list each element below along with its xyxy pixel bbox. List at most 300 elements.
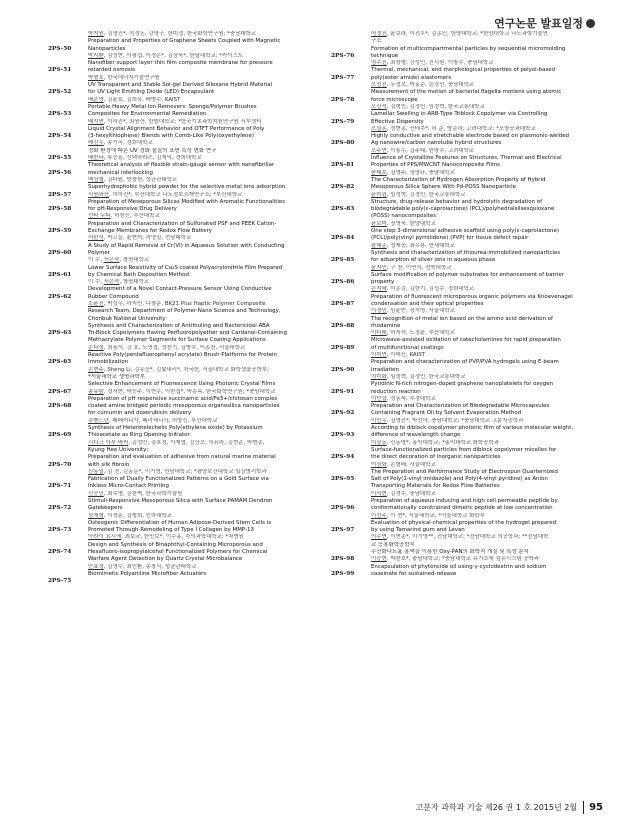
author-line [371,462,601,469]
author-line [371,243,601,250]
left-column [48,31,316,586]
author-text: 오상훈 [371,125,387,132]
poster-entry [48,454,316,476]
entry-line: Preparation and characterization of PVP/PVA hydrogels using E-beam [371,359,559,366]
entry-line: Preparation and Properties of Graphene Sheets Coupled with Magnetic [88,38,281,45]
author-line [371,170,601,177]
page-footer [416,801,603,814]
author-text: 이수연 [371,534,387,541]
entry-line: Biomimetic Polyaniline Microfiber Actuators [88,570,207,577]
author-text: , 정현종, 산테추*, 허 준, 방준하, 고려대학교; *포항공과대학교 [386,125,536,132]
author-text: 이상화 [371,461,387,468]
author-text: , 임윤빈, 장지영, 서울대학교 [386,308,455,315]
entry-line: Portable Heavy Metal Ion Removers: Sponge/Polymer Brushes [88,103,257,110]
author-text: 박지환 [88,52,104,59]
entry-line: Preparation of fluorescent microporous organic polymers via Knoevenagel [371,293,573,300]
poster-number [331,31,371,38]
poster-entry [48,104,316,126]
section-title: 연구논문 발표일정 [494,17,583,30]
entry-line: Measurement of the motion of bacterial flagella motions using atomic [371,89,562,96]
entry-line: for pH-Responsive Drug Delivery [88,206,177,213]
poster-entry [48,352,316,381]
poster-entry [48,571,316,586]
author-text: , 허지석, 도정윤, 부산대학교 [386,330,455,337]
poster-number: 2PS-71 [48,483,72,490]
author-text: 박지원 [88,31,104,37]
entry-line: Nanoparticles [88,45,126,52]
poster-number: 2PS-97 [331,527,355,534]
author-line [88,140,316,147]
poster-number: 2PS-80 [331,140,355,147]
author-line [88,31,316,38]
entry-line: Chonbuk National University [88,315,166,322]
author-text: 서은숙 [103,257,120,264]
poster-number: 2PS-77 [331,74,355,81]
entry-line: Salt of Poly(1-vinyl imidazole) and Poly(4-vinyl pyridine) as Anion [371,476,548,483]
entry-line: Preparation and Characterization of Sulfonated PSF and PEEK Cation- [88,220,277,227]
entry-line: Nanofiber support layer thin film composite membrane for pressure [88,60,273,67]
author-text: , 이정훈, 김형희, 인하대학교 [103,512,172,519]
poster-entry [48,265,316,287]
poster-number: 2PS-52 [48,89,72,96]
poster-entry [48,542,316,571]
author-text: 이선주 [371,512,387,519]
poster-number: 2PS-56 [48,169,72,176]
entry-line: Polymer [88,249,111,256]
author-text: , 이해신, KAIST [386,352,426,359]
author-text: , 송기국, 경희대학교 [103,140,153,147]
bullet-icon [586,19,595,28]
author-line [88,279,316,286]
poster-number: 2PS-76 [331,52,355,59]
poster-number: 2PS-96 [331,505,355,512]
entry-line: mechanical interlocking [88,169,153,176]
author-text: 신동일 [88,468,104,475]
author-text: 배진우 [88,140,104,147]
author-line [371,308,601,315]
poster-entry [48,82,316,104]
author-line [371,440,601,447]
entry-line: Inkless Micro-Contact Printing [88,483,169,490]
poster-number: 2PS-73 [48,527,72,534]
author-text: , 박상우, 하지민, 나창운, BK21 Plus Haptic Polymer Composite [103,300,266,307]
entry-line: *서울대학교 생명과학부 [88,373,145,380]
author-line [88,345,316,352]
poster-entry [48,476,316,498]
poster-number: 2PS-91 [331,388,355,395]
poster-number: 2PS-67 [48,388,72,395]
poster-entry [48,184,316,199]
author-line [371,148,601,155]
poster-number: 2PS-50 [48,45,72,52]
poster-number: 2PS-85 [331,257,355,264]
author-text: , 김영진*, 석정돈, 강영구, 한미정, 한국화학연구원; *충남대학교 [103,31,257,37]
author-line [371,31,601,38]
author-line [371,82,601,89]
author-text: 오신석 [371,103,387,110]
entry-line: Highly conductive and stretchable electrode based on plasmonic-welded [371,133,570,140]
entry-line: Mesoporous Silica Sphere With Pd-POSS Nanoparticle [371,184,516,191]
entry-line: Hexafluoro-isopropylalcohol Functionalized Polymers for Chemical [88,549,268,556]
author-line [371,534,601,541]
author-line [88,440,316,447]
entry-line: for adsorption of silver ions in aqueous phase [371,257,496,264]
author-text: , 창원대학교 [119,257,150,264]
poster-entry [48,162,316,184]
entry-line: for UV Light Emitting Diode (LED) Encapsulant [88,89,215,96]
author-line [371,556,601,563]
entry-line: The Preparation and Performance Study of Electrospun Quarternized [371,468,558,475]
author-line [88,235,316,242]
poster-number: 2PS-87 [331,300,355,307]
entry-line: Gatekeepers [88,505,123,512]
entry-line: Composites for Environmental Remediation [88,111,207,118]
entry-line: Pyridinic N-rich nitrogen-doped graphene nanoplatelets for oxygen [371,381,554,388]
poster-entry [48,38,316,60]
entry-line: UV Transparent and Stable Sol-gel Derived Siloxane Hybrid Material [88,82,273,89]
poster-entry [48,396,316,425]
poster-number: 2PS-62 [48,293,72,300]
author-line [371,396,601,403]
poster-number: 2PS-60 [48,249,72,256]
poster-number: 2PS-68 [48,403,72,410]
author-text: 서완석 [88,235,104,242]
author-text: , 김정안, 강호정, 이재엽, 김상오, 이유라, 김현준, 박현종, [128,439,265,446]
poster-number: 2PS-92 [331,410,355,417]
entry-line: The Characterization of Hydrogen Absorption Property of Hybrid [371,176,546,183]
author-text: 윤태호 [371,169,387,176]
entry-line: Superhydrophobic hybrid powder for the selective metal ions adsorption [88,184,286,191]
author-text: 수벤드란 [88,417,110,424]
entry-line: rhodamine [371,322,401,329]
author-text: , 최용석, 강 호, 노영경, 정찬기, 김병수, 이종찬, 서울대학교 [103,344,246,351]
entry-line: Effective Dispersity [371,118,424,125]
entry-line: (3-hexylthiophene) Blends with Comb-Like Poly(oxyethylene) [88,133,254,140]
author-text: 손다정 [88,344,104,351]
poster-entry [48,60,316,82]
author-text: , 허창신, 부산대학교 [110,213,160,220]
poster-number: 2PS-82 [331,184,355,191]
entry-line: poly(ester amide) elastomers [371,74,452,81]
author-line [371,418,601,425]
entry-line: Influence of Crystalline Features on Structures, Thermal and Electrical [371,155,562,162]
entry-line: Promoted Through Remodeling of Type I Collagen by MMP-13 [88,527,254,534]
author-line [371,330,601,337]
author-text: , 임정혁, 김경민, 한국교통대학교 [386,373,466,380]
poster-number: 2PS-57 [48,191,72,198]
entry-line: technique [371,52,399,59]
author-line [88,301,316,308]
author-text: , 정재웅, 최우용, 연세대학교 [386,242,455,249]
entry-line: by Chemical Bath Deposition Method [88,271,189,278]
author-text: 이석현 [371,490,387,497]
poster-entry [331,425,601,447]
poster-number: 2PS-81 [331,162,355,169]
author-text: 이민섭 [371,395,387,402]
entry-line: Preparation and evaluation of adhesive from natural marine material [88,454,276,461]
entry-line: Warfare Agent Detection by Quartz Crystal Microbalance [88,556,243,563]
entry-line: for curcumin and doxorubicin delivery [88,410,192,417]
poster-entry [331,316,601,338]
poster-entry [331,564,601,579]
poster-entry [331,272,601,294]
entry-line: condensation and their optical properties [371,300,484,307]
entry-line: Design and Synthesis of Binaphthyl-Containing Microporous and [88,541,263,548]
page-header [494,15,595,31]
author-text: , 최수명, 김찬벽, 한국과학기술원 [103,490,183,497]
entry-line: Rubber Compound [88,293,139,300]
entry-line: 구소 [371,38,382,45]
author-text: 안효정 [88,563,104,570]
entry-line: property [371,279,395,286]
author-text: 서은숙 [103,279,120,286]
author-text: 선타 무티 [88,213,111,220]
poster-entry [48,148,316,163]
entry-line: Stimuli-Responsive Mesoporous Silica with Surface PAMAM Dendron [88,498,273,504]
poster-entry [48,199,316,221]
author-text: , 정동욱, 부경대학교 [386,395,436,402]
entry-line: Surface modification of polymer substrates for enhancement of barrier [371,271,565,278]
poster-number: 2PS-86 [331,279,355,286]
author-text: , 이현준*, 이기영**, 전남대학교; *전남대학교 의공학과; **전남대학 [386,534,549,541]
author-text: , 최보규, 한인보*, 이수홍, 차의과학대학교; *차병원 [121,534,244,541]
poster-entry [331,549,601,564]
poster-entry [48,381,316,396]
poster-entry [331,250,601,272]
author-text: , 이하진*, 최원산, 한밭대학교; *한국기초과학지원연구원 서부센터 [103,118,262,125]
author-line [88,513,316,520]
poster-number [48,31,88,38]
poster-number: 2PS-75 [48,578,72,585]
entry-line: Theoretical analysis of flexible strain-gauge sensor with nanofibrillar [88,162,275,169]
author-line [88,213,316,220]
author-text: 시디크 아부 바커 [88,439,129,446]
entry-line: According to diblock copolymer photonic film of various molecular weight, [371,425,574,432]
author-line [371,352,601,359]
author-text: , 김 진, 김동문*, 이기영, 전남대학교; *광양보건대학교 임상병리학과 [103,468,267,475]
poster-entry [331,199,601,228]
poster-number: 2PS-59 [48,228,72,235]
author-text: 은지혜 [371,286,387,293]
author-text: 심재형 [88,512,104,519]
author-text: 배준영 [88,96,104,103]
author-text: , 김윤호, 김희용, 배병수, KAIST [103,96,181,103]
entry-line: Tri-Block Copolymers Having Perfluoropolyether and Cardanol-Containing [88,330,288,337]
poster-number: 2PS-99 [331,570,355,577]
author-line [88,257,316,264]
entry-line: Fabrication of Dually Functionalized Patterns on a Gold Surface via [88,476,269,483]
author-text: , 우정오, 박흥준, 손경선, 충남대학교 [386,82,475,89]
entry-line: A Study of Rapid Removal of Cr(VI) in Aqueous Solution with Conducting [88,242,285,249]
entry-line: difference of wavelength change [371,432,461,439]
entry-line: Thioacetate as Ring Opening Initiator [88,432,190,439]
author-text: 박형호 [88,74,104,81]
right-column [331,31,601,578]
entry-line: The recognition of metal ion based on the amino acid derivation of [371,315,553,322]
author-text: , 박고을, 윤현석, 허영일, 전남대학교 [103,235,192,242]
author-text: , 류승훈, 신택하라즈, 김재익, 경희대학교 [103,155,202,162]
author-text: , 임정혁, 김경민, 한국교통대학교 [386,191,466,198]
poster-entry [331,447,601,469]
poster-entry [331,133,601,155]
poster-number: 2PS-95 [331,476,355,483]
author-text: , 신동명*, 홍익대학교; *홍익대학교 화학공학과 [386,439,499,446]
poster-number: 2PS-88 [331,322,355,329]
author-text: 아라이 요시에 [88,534,122,541]
author-text: 오성진 [371,82,387,89]
poster-entry [331,31,601,46]
author-line [88,97,316,104]
entry-line: (PCL)/poly(vinyl pyrrolidone) (PVP) for tissue defect repair [371,235,529,242]
page-number: 95 [589,802,603,813]
poster-entry [331,67,601,89]
entry-line: Ag nanowire/carbon nanotube hybrid structures [371,140,502,147]
poster-entry [331,359,601,381]
author-text: 소윤진 [88,300,104,307]
poster-entry [48,520,316,542]
author-line [371,286,601,293]
author-text: , 이 면*, 서울대학교; *서울대학교 화학부 [386,512,485,519]
entry-line: One step 3-dimensional adhesive scaffold using poly(ɛ-caprolactone) [371,228,559,235]
entry-line: 수산화나트륨 용액을 이용한 Oxy-PAN의 화학적 개질 및 특성 분석 [371,549,529,556]
author-line [371,192,601,199]
author-text: 배지연 [88,118,104,125]
poster-entry [331,46,601,68]
poster-entry [331,520,601,549]
author-text: 이미연 [371,352,387,359]
entry-line: coated amine bridged periodic mesoporous organosilica nanoparticles [88,403,280,410]
poster-entry [331,155,601,177]
author-text: , 이종걸, 김한기, 김성수, 경희대학교 [386,286,475,293]
author-line [371,265,601,272]
entry-line: Research Team, Department of Polymer-Nano Science and Technology, [88,308,281,315]
author-line [88,75,316,82]
poster-entry [48,221,316,243]
author-text: 어경진 [371,31,387,37]
author-text: 윤미림 [371,191,387,198]
author-line [88,177,316,184]
entry-line: biodegradable poly(ɛ-caprolactone) (PCL)/polyhedralsilsesquioxane [371,206,555,213]
author-text: , 최창형, 강성민, 진시원, 이창수, 충남대학교 [386,60,494,67]
entry-line: Microwave-assisted oxidation of catecholamines for rapid preparation [371,337,561,344]
entry-line: Synthesis and Characterization of Antifouling and Bactericidal ABA [88,322,270,329]
author-line [371,491,601,498]
poster-entry [48,498,316,520]
entry-line: Liquid Crystal Alignment Behavior and OTFT Performance of Poly [88,125,265,132]
entry-line: Synthesis and characterization of thiourea-immobilized nanoparticles [371,249,561,256]
author-text: , 김영주, 정영규, 충남대학교 [386,169,455,176]
journal-info: 고분자 과학과 기술 제26 권 1 호 2015년 2월 [415,803,578,812]
entry-line: Exchange Membranes for Redox Flow Battery [88,228,212,235]
entry-line: Containing Fragrant Oil by Solvent Evaporation Method [371,410,522,417]
poster-entry [48,323,316,352]
poster-number: 2PS-53 [48,111,72,118]
author-line [371,221,601,228]
author-line [88,491,316,498]
entry-line: Structure, drug-release behavior and hydrolytic degradation of [371,198,543,205]
poster-entry [48,243,316,265]
poster-number: 2PS-72 [48,505,72,512]
author-text: , 정서현, 박승주, 이현우, 이한섭*, 박종목, 한국화학연구원; *충남대학교 [103,388,276,395]
entry-line: Transporting Materials for Redox Flow Batteries [371,483,500,490]
poster-number: 2PS-69 [48,432,72,439]
entry-line: Synthesis of Heterotelechelic Poly(ethylene oxide) by Potassium [88,425,263,432]
author-text: , 이용수, 김주태, 한창수, 고려대학교 [386,147,475,154]
author-line [88,534,316,541]
entry-line: retarded osmosis [88,67,136,74]
author-text: 이 수, [88,257,104,264]
entry-line: Lower Surface Resistivity of Cu₂S coated Polyacrylonitrile Film Prepared [88,264,283,271]
author-text: , 창원대학교 [119,279,150,286]
author-text: , 김형민, 김경민, 임정혁, 한국교통대학교 [386,103,485,110]
poster-entry [48,126,316,148]
author-text: , 이하진*, 부산대학교 나노정보소재연구소; *부산대학교 [109,191,243,198]
entry-line: Immobilization [88,359,129,366]
poster-entry [331,381,601,403]
poster-entry [331,89,601,111]
poster-entry [48,425,316,454]
entry-line: Thermal, mechanical, and morphological properties of polyol-based [371,67,556,74]
author-text: 백상열 [88,176,104,183]
author-line [88,155,316,162]
entry-line: Methacrylate Polymer Segments for Surface Coating Applications [88,337,266,344]
author-line [88,119,316,126]
poster-number: 2PS-65 [48,359,72,366]
entry-line: Preparation and Characterization of Biodegradable Microcapsules [371,403,550,410]
entry-line: Preparation of aqueous inducing and high cell permeable peptide by [371,498,558,504]
entry-line: by using Tamarind gum and Levan [371,527,465,534]
author-line [371,60,601,67]
poster-entry [48,31,316,38]
poster-number: 2PS-55 [48,155,72,162]
author-text: , 박찬호*, 충남대학교; *충남대학교 유기소재 섬유시스템 공학과 [386,556,540,563]
author-line [88,367,316,374]
author-text: 이승현 [371,556,387,563]
entry-line: Properties of PPS/MWCNT Nanocomposite Films [371,162,500,169]
author-text: , 손형배, 서울대학교 [386,461,436,468]
author-text: 엄수진 [371,60,387,67]
author-line [88,192,316,199]
entry-line: Development of a Novel Contact-Pressure Sensor Using Conductive [88,286,272,293]
poster-number: 2PS-83 [331,206,355,213]
entry-line: (POSS) nanocomposites [371,213,437,220]
entry-line: Reactive Poly(pentafluorophenyl acrylate) Brush Platforms for Protein [88,352,278,359]
entry-line: Selective Enhancement of Fluorescence Using Photonic Crystal Films [88,381,276,388]
poster-entry [331,111,601,133]
author-text: , 페페어니사, 페리체니사, 허창신, 부산대학교 [109,417,218,424]
poster-entry [331,469,601,498]
author-text: 윤혜준 [371,242,387,249]
entry-line: Formation of multicompartmental particles by sequential micromolding [371,45,566,52]
author-text: , 윤보라, 이진우*, 김종민, 한양대학교; *한양대학교 나노과학기술연 [386,31,548,37]
entry-line: Encapsulation of phytoncide oil using γ-cyclodextrin and sodium [371,563,547,570]
entry-line: conformationally constrained dimeric peptide at low concentration [371,505,553,512]
author-line [371,126,601,133]
author-text: 배한나 [88,155,104,162]
poster-entry [331,337,601,359]
poster-entry [331,403,601,425]
author-text: 신승민 [88,490,104,497]
author-text: 오주연 [371,147,387,154]
poster-entry [331,294,601,316]
author-text: , 장영욱, 한양대학교 [386,220,436,227]
entry-line: of multifunctional coatings [371,344,444,351]
poster-number: 2PS-89 [331,344,355,351]
poster-entry [331,228,601,250]
entry-line: irradiation [371,366,399,373]
poster-number: 2PS-51 [48,67,72,74]
poster-number: 2PS-58 [48,206,72,213]
